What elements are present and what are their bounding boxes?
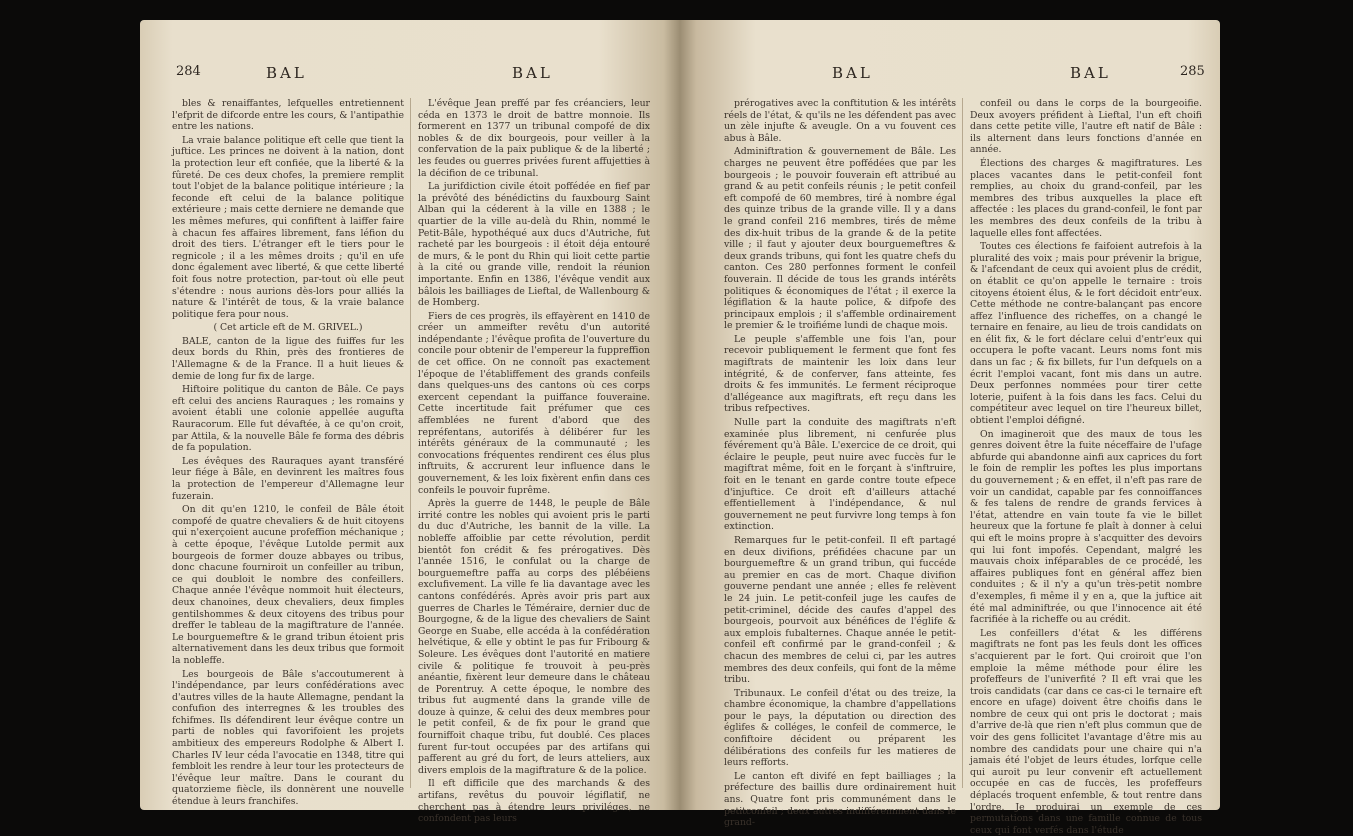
paragraph: Tribunaux. Le confeil d'état ou des treize, la chambre économique, la chambre d'appellations pour le pays, la députation ou direction des églifes & colléges, le confeil de commerce, le confiftoire décident ou préparent les délibérations des confeils fur les matieres de leurs refforts. xyxy=(724,687,956,769)
article-signature: ( Cet article eft de M. GRIVEL.) xyxy=(213,322,363,334)
paragraph: Élections des charges & magiftratures. Les places vacantes dans le petit-confeil font remplies, au choix du grand-confeil, par les membres des tribus auxquelles la place eft affectée : les places du grand-confeil, le font par les membres des deux confeils de la tribu à laquelle elles font affectées. xyxy=(970,157,1202,239)
page-number: 285 xyxy=(1180,64,1205,79)
paragraph: L'évêque Jean preffé par fes créanciers, leur céda en 1373 le droit de battre monnoie. Ils formerent en 1377 un tribunal compofé de dix nobles & de dix bourgeois, pour veiller à la confervation de la paix publique & de la liberté ; les feudes ou guerres privées furent affujetties à la décifion de ce tribunal. xyxy=(418,98,650,179)
right-column-2 xyxy=(970,98,1202,836)
paragraph: Hiftoire politique du canton de Bâle. Ce pays eft celui des anciens Rauraques ; les romains y avoient établi une colonie appellée augufta Rauracorum. Elle fut dévaftée, à ce qu'on croit, par Attila, & la nouvelle Bâle fe forma des débris de fa population. xyxy=(172,384,404,454)
paragraph: confeil ou dans le corps de la bourgeoifie. Deux avoyers préfident à Lieftal, l'un eft choifi dans cette petite ville, l'autre eft natif de Bâle : ils alternent dans leurs fonctions d'année en année. xyxy=(970,98,1202,156)
entry-heading: BALE, canton de la ligue des fuiffes fur les deux bords du Rhin, près des frontieres de l'Allemagne & de la France. Il a huit lieues & demie de long fur fix de large. xyxy=(172,335,404,382)
running-head: BAL xyxy=(512,64,553,82)
left-column-1 xyxy=(172,98,404,808)
paragraph: Nulle part la conduite des magiftrats n'eft examinée plus librement, ni cenfurée plus févérement qu'à Bâle. L'exercice de ce droit, qui éclaire le peuple, peut nuire avec fuccès fur le magiftrat même, foit en le forçant à s'inftruire, foit en le tenant en garde contre toute efpece d'injuftice. Ce droit eft d'ailleurs attaché effentiellement à l'indépendance, & nul gouvernement ne peut furvivre long temps à fon extinction. xyxy=(724,417,956,533)
left-page xyxy=(140,20,680,825)
left-page-header xyxy=(140,64,680,86)
paragraph: Adminiftration & gouvernement de Bâle. Les charges ne peuvent être poffédées que par les bourgeois ; le pouvoir fouverain eft attribué au grand & au petit confeils réunis ; le petit confeil eft compofé de 60 membres, tiré à nombre égal des quinze tribus de la grande ville. Il y a dans le grand confeil 216 membres, tirés de même des dix-huit tribus de la grande & de la petite ville ; il faut y ajouter deux bourguemeftres & deux grands tribuns, qui font les quatre chefs du canton. Ces 280 perfonnes forment le confeil fouverain. Il décide de tous les grands intérêts politiques & économiques de l'état ; il exerce la légiflation & la haute police, & difpofe des principaux emplois ; il s'affemble ordinairement le premier & le troifiéme lundi de chaque mois. xyxy=(724,146,956,332)
running-head: BAL xyxy=(1070,64,1111,82)
paragraph: Il eft difficile que des marchands & des artifans, revêtus du pouvoir légiflatif, ne cherchent pas à étendre leurs priviléges, ne confondent pas leurs xyxy=(418,778,650,825)
paragraph: Le peuple s'affemble une fois l'an, pour recevoir publiquement le ferment que font fes magiftrats de maintenir les loix dans leur intégrité, & de conferver, fans atteinte, fes droits & fes immunités. Le ferment réciproque d'allégeance aux magiftrats, eft reçu dans les tribus refpectives. xyxy=(724,333,956,415)
page-number: 284 xyxy=(176,64,201,79)
paragraph: Toutes ces élections fe faifoient autrefois à la pluralité des voix ; mais pour prévenir la brigue, & l'afcendant de ceux qui avoient plus de crédit, on établit ce qu'on appelle le ternaire : trois citoyens étoient élus, & le fort décidoit entr'eux. Cette méthode ne contre-balançant pas encore affez l'influence des richeffes, on a changé le ternaire en fenaire, au lieu de trois candidats on en élit fix, & le fort déclare celui d'entr'eux qui occupera le pofte vacant. Leurs noms font mis dans un fac ; & fix billets, fur l'un defquels on a écrit l'emploi vacant, font mis dans un autre. Deux perfonnes nommées pour tirer cette loterie, puifent à la fois dans les facs. Celui du compétiteur avec lequel on tire l'heureux billet, obtient l'emploi défigné. xyxy=(970,241,1202,427)
left-column-2 xyxy=(418,98,650,825)
paragraph: Après la guerre de 1448, le peuple de Bâle irrité contre les nobles qui avoient pris le parti du duc d'Autriche, les bannit de la ville. La nobleffe affoiblie par cette révolution, perdit bientôt fon crédit & fes prérogatives. Dès l'année 1516, le confulat ou la charge de bourguemeftre paffa au corps des plébéiens exclufivement. La ville fe lia davantage avec les cantons confédérés. Après avoir pris part aux guerres de Charles le Téméraire, dernier duc de Bourgogne, & de la ligue des chevaliers de Saint George en Suabe, elle accéda à la confédération helvétique, & elle y obtint le pas fur Fribourg & Soleure. Les évêques dont l'autorité en matiere civile & politique fe trouvoit à peu-près anéantie, fixèrent leur demeure dans le château de Porentruy. A cette époque, le nombre des tribus fut augmenté dans la grande ville de douze à quinze, & celui des deux membres pour le petit confeil, & de fix pour le grand que fourniffoit chaque tribu, fut doublé. Ces places furent fur-tout occupées par des artifans qui pafferent au gré du fort, de leurs atteliers, aux divers emplois de la magiftrature & de la police. xyxy=(418,498,650,776)
paragraph: Les évêques des Rauraques ayant transféré leur fiége à Bâle, en devinrent les maîtres fous la protection de l'empereur d'Allemagne leur fuzerain. xyxy=(172,455,404,502)
right-page-header xyxy=(680,64,1220,86)
running-head: BAL xyxy=(832,64,873,82)
column-divider xyxy=(410,98,411,788)
right-column-1 xyxy=(724,98,956,829)
paragraph: La jurifdiction civile étoit poffédée en fief par la prévôté des bénédictins du fauxbourg Saint Alban qui la céderent à la ville en 1388 ; le quartier de la ville au-delà du Rhin, nommé le Petit-Bâle, hypothéqué aux ducs d'Autriche, fut racheté par les bourgeois : il étoit déja entouré de murs, & le pont du Rhin qui lioit cette partie à la cité ou grande ville, rendoit la réunion importante. Enfin en 1386, l'évêque vendit aux bâlois les bailliages de Lieftal, de Wallenbourg & de Homberg. xyxy=(418,181,650,309)
paragraph: Fiers de ces progrès, ils effayèrent en 1410 de créer un ammeifter revêtu d'un autorité indépendante ; l'évêque profita de l'ouverture du concile pour obtenir de l'empereur la fuppreffion de cet office. On ne connoît pas exactement l'époque de l'établiffement des grands confeils dans quelques-uns des cantons où ces corps exercent cependant la puiffance fouveraine. Cette incertitude fait préfumer que ces affemblées ne furent d'abord que des repréfentans, autorifés à délibérer fur les intérêts généraux de la communauté ; les convocations fréquentes rendirent ces élus plus inftruits, & accrurent leur influence dans le gouvernement, & les loix fixèrent enfin dans ces confeils le pouvoir fuprême. xyxy=(418,310,650,496)
paragraph: Le canton eft divifé en fept bailliages ; la préfecture des baillis dure ordinairement huit ans. Quatre font pris communément dans le petitconfeil ; deux autres indifféremment dans le grand- xyxy=(724,770,956,829)
book-spread xyxy=(140,20,1220,836)
paragraph: bles & renaiffantes, lefquelles entretiennent l'efprit de difcorde entre les cours, & l'antipathie entre les nations. xyxy=(172,98,404,133)
paragraph: prérogatives avec la conftitution & les intérêts réels de l'état, & qu'ils ne les défendent pas avec un zèle injufte & aveugle. On a vu fouvent ces abus à Bâle. xyxy=(724,98,956,144)
paragraph: Remarques fur le petit-confeil. Il eft partagé en deux divifions, préfidées chacune par un bourguemeftre & un grand tribun, qui fuccéde au premier en cas de mort. Chaque divifion gouverne pendant une année ; elles fe relèvent le 24 juin. Le petit-confeil juge les caufes de petit-criminel, décide des caufes d'appel des bourgeois, pourvoit aux bénéfices de l'églife & aux emplois fubalternes. Chaque année le petit-confeil eft confirmé par le grand-confeil ; & chacun des membres de celui ci, par les autres membres des deux confeils, qui font de la même tribu. xyxy=(724,534,956,686)
running-head: BAL xyxy=(266,64,307,82)
paragraph: Les bourgeois de Bâle s'accoutumerent à l'indépendance, par leurs confédérations avec d'autres villes de la haute Allemagne, pendant la confufion des interregnes & les troubles des fchifmes. Ils défendirent leur évêque contre un parti de nobles qui favorifoient les projets ambitieux des empereurs Rodolphe & Albert I. Charles IV leur céda l'avocatie en 1348, titre qui fembloit les rendre à leur tour les protecteurs de l'évêque leur maître. Dans le courant du quatorzieme fiècle, ils donnèrent une nouvelle étendue à leurs franchifes. xyxy=(172,668,404,808)
paragraph: On imagineroit que des maux de tous les genres doivent être la fuite néceffaire de l'ufage abfurde qui abandonne ainfi aux caprices du fort le foin de remplir les poftes les plus importans du gouvernement ; & en effet, il n'eft pas rare de voir un candidat, capable par fes connoiffances & fes talens de rendre de grands fervices à l'état, attendre en vain toute fa vie le billet heureux que la fortune fe plaît à donner à celui qui eft le moins propre à s'acquitter des devoirs qui lui font impofés. Cependant, malgré les mauvais choix inféparables de ce procédé, les affaires publiques font en général affez bien conduites ; & il n'y a qu'un très-petit nombre d'exemples, fi même il y en a, que la juftice ait été mal adminiftrée, ou que l'innocence ait été facrifiée à la richeffe ou au crédit. xyxy=(970,428,1202,626)
paragraph: La vraie balance politique eft celle que tient la juftice. Les princes ne doivent à la nation, dont la protection leur eft confiée, que la liberté & la fûreté. De ces deux chofes, la premiere remplit tout l'objet de la balance politique intérieure ; la feconde eft celui de la balance politique extérieure ; mais cette derniere ne demande que les mêmes mefures, qui confiftent à laiffer faire à chacun fes affaires librement, fans léfion du droit des tiers. L'étranger eft le tiers pour le regnicole ; il a les mêmes droits ; qu'il en ufe donc également avec liberté, & que cette liberté foit fous notre protection, par-tout où elle peut s'étendre : nous aurions dès-lors pour alliés la nature & l'intérêt de tous, & la vraie balance politique fera pour nous. xyxy=(172,134,404,320)
paragraph: Les confeillers d'état & les différens magiftrats ne font pas les feuls dont les offices s'acquierent par le fort. Qui croiroit que l'on emploie la même méthode pour élire les profeffeurs de l'univerfité ? Il eft vrai que les trois candidats (car dans ce cas-ci le ternaire eft encore en ufage) doivent être choifis dans le nombre de ceux qui ont pris le doctorat ; mais d'arrive de-là que rien n'eft plus commun que de voir des gens follicitet l'avantage d'être mis au nombre des candidats pour une chaire qui n'a jamais été l'objet de leurs études, lorfque celle qui auroit pu leur convenir eft actuellement occupée en cas de fuccès, les profeffeurs déplacés troquent enfemble, & tout rentre dans l'ordre. Je produirai un exemple de ces permutations dans une famille connue de tous ceux qui font verfés dans l'étude xyxy=(970,627,1202,836)
paragraph: On dit qu'en 1210, le confeil de Bâle étoit compofé de quatre chevaliers & de huit citoyens qui n'exerçoient aucune profeffion méchanique ; à cette époque, l'évêque Lutolde permit aux bourgeois de former douze abbayes ou tribus, donc chacune fourniroit un confeiller au tribun, ce qui doubloit le nombre des confeillers. Chaque année l'évêque nommoit huit électeurs, deux chanoines, deux chevaliers, deux fimples gentilshommes & deux citoyens des tribus pour dreffer le tableau de la magiftrature de l'année. Le bourguemeftre & le grand tribun étoient pris alternativement dans les deux tribus que formoit la nobleffe. xyxy=(172,504,404,666)
column-divider xyxy=(962,98,963,788)
right-page xyxy=(680,20,1220,836)
